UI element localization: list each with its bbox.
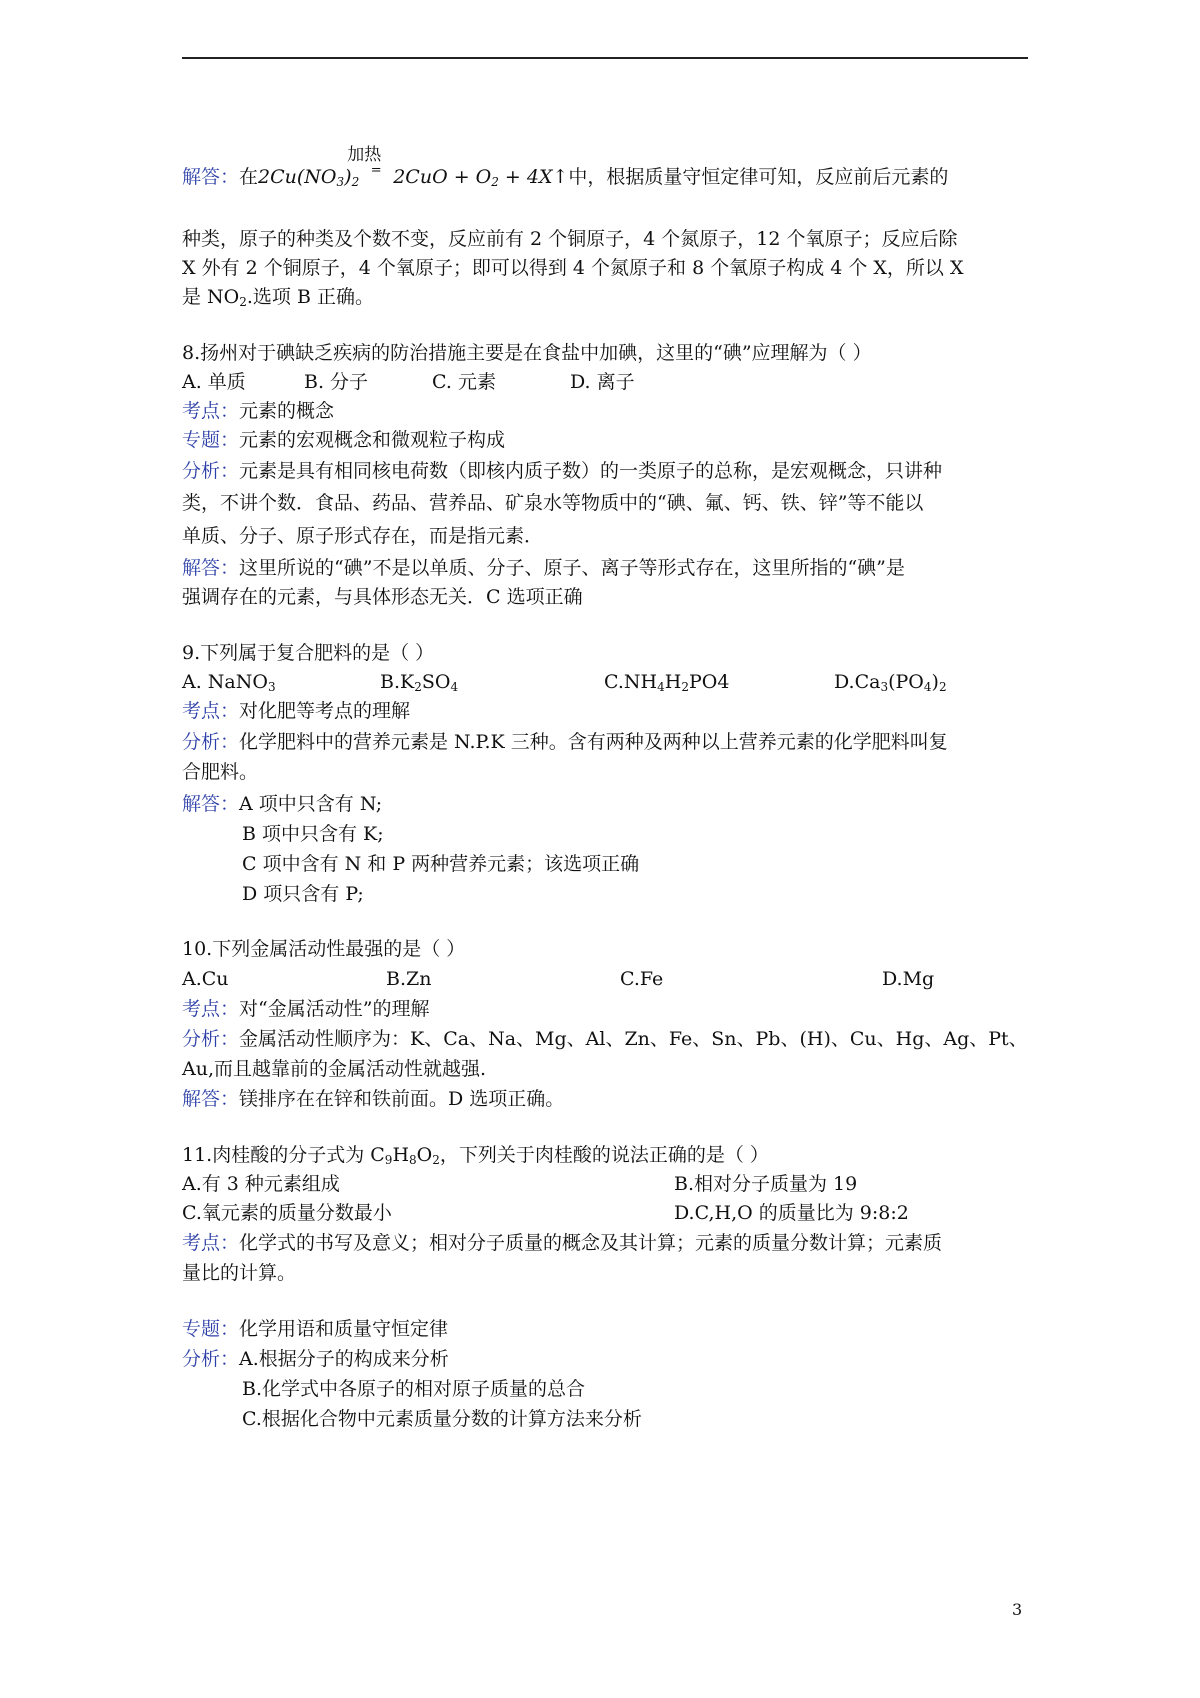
q7-jieda-line1: 解答：在$2Cu(NO_3)_2$ 加热 = $2CuO + O_2$ + 4X↑中，根据质量守恒定律可知，反应前后元素的: [182, 164, 948, 193]
q9-jieda-3: C 项中含有 N 和 P 两种营养元素；该选项正确: [242, 853, 640, 875]
q8-fenxi-2: 类，不讲个数．食品、药品、营养品、矿泉水等物质中的“碘、氟、钙、铁、锌”等不能以: [182, 492, 924, 514]
q7-jieda-line3: X 外有 2 个铜原子，4 个氧原子；即可以得到 4 个氮原子和 8 个氧原子构成 4 个 X，所以 X: [182, 257, 964, 279]
q10-kaodian: 考点：对“金属活动性”的理解: [182, 998, 430, 1020]
q10-fenxi-2: Au,而且越靠前的金属活动性就越强.: [182, 1058, 487, 1080]
q10-jieda: 解答：镁排序在在锌和铁前面。D 选项正确。: [182, 1088, 565, 1110]
q11-fenxi-3: C.根据化合物中元素质量分数的计算方法来分析: [242, 1408, 642, 1430]
q11-zhuanti: 专题：化学用语和质量守恒定律: [182, 1318, 449, 1340]
q10-question: 10.下列金属活动性最强的是（ ）: [182, 938, 466, 960]
header-rule: [182, 57, 1028, 59]
q9-jieda-4: D 项只含有 P;: [242, 883, 364, 905]
q8-question: 8.扬州对于碘缺乏疾病的防治措施主要是在食盐中加碘，这里的“碘”应理解为（ ）: [182, 342, 872, 364]
q9-fenxi-1: 分析：化学肥料中的营养元素是 N.P.K 三种。含有两种及两种以上营养元素的化学肥料叫复: [182, 731, 948, 753]
eq-condition: 加热: [347, 145, 382, 165]
q11-kaodian-2: 量比的计算。: [182, 1262, 297, 1284]
q11-kaodian-1: 考点：化学式的书写及意义；相对分子质量的概念及其计算；元素的质量分数计算；元素质: [182, 1232, 943, 1254]
q11-question: 11.肉桂酸的分子式为 $C_9H_8O_2$，下列关于肉桂酸的说法正确的是（ ）: [182, 1144, 769, 1167]
q10-fenxi-1: 分析：金属活动性顺序为：K、Ca、Na、Mg、Al、Zn、Fe、Sn、Pb、(H)、Cu、Hg、Ag、Pt、: [182, 1028, 1028, 1050]
q11-fenxi-2: B.化学式中各原子的相对原子质量的总合: [242, 1378, 586, 1400]
q11-fenxi-1: 分析：A.根据分子的构成来分析: [182, 1348, 449, 1370]
q9-kaodian: 考点：对化肥等考点的理解: [182, 700, 411, 722]
q8-fenxi-1: 分析：元素是具有相同核电荷数（即核内质子数）的一类原子的总称，是宏观概念，只讲种: [182, 460, 943, 482]
q8-fenxi-3: 单质、分子、原子形式存在，而是指元素．: [182, 525, 544, 547]
page-number: 3: [1012, 1600, 1023, 1619]
q8-zhuanti: 专题：元素的宏观概念和微观粒子构成: [182, 429, 506, 451]
q9-jieda-2: B 项中只含有 K;: [242, 823, 384, 845]
q9-jieda-1: 解答：A 项中只含有 N;: [182, 793, 383, 815]
q8-jieda-1: 解答：这里所说的“碘”不是以单质、分子、原子、离子等形式存在，这里所指的“碘”是: [182, 557, 905, 579]
q9-fenxi-2: 合肥料。: [182, 761, 259, 783]
q9-question: 9.下列属于复合肥料的是（ ）: [182, 642, 435, 664]
q7-jieda-line4: 是 $NO_2$.选项 B 正确。: [182, 286, 374, 309]
q8-jieda-2: 强调存在的元素，与具体形态无关．C 选项正确: [182, 586, 583, 608]
q7-jieda-line2: 种类，原子的种类及个数不变，反应前有 2 个铜原子，4 个氮原子，12 个氧原子；反应后除: [182, 228, 958, 250]
q8-kaodian: 考点：元素的概念: [182, 400, 335, 422]
